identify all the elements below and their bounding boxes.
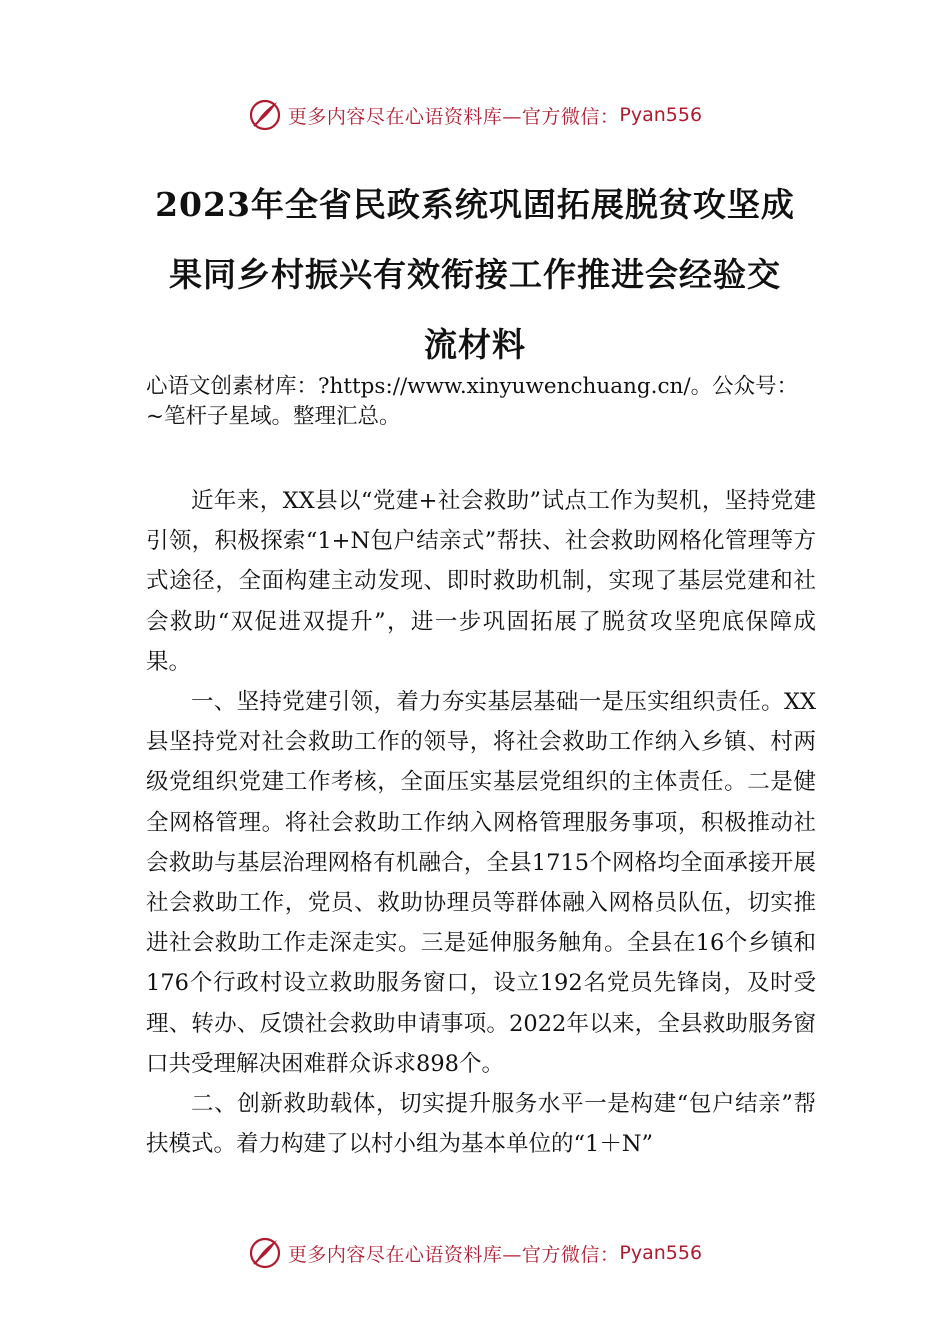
title-line: 2023年全省民政系统巩固拓展脱贫攻坚成 — [155, 185, 795, 224]
quill-pen-circle-icon — [248, 98, 282, 132]
header-watermark-banner — [0, 95, 950, 135]
banner-wechat-id: Pyan556 — [619, 1242, 703, 1264]
body-paragraph: 近年来，XX县以“党建+社会救助”试点工作为契机，坚持党建引领，积极探索“1+N包户结亲式”帮扶、社会救助网格化管理等方式途径，全面构建主动发现、即时救助机制，实现了基层党建和社会救助“双促进双提升”，进一步巩固拓展了脱贫攻坚兜底保障成果。 — [146, 488, 816, 675]
document-title — [90, 170, 860, 380]
title-line: 果同乡村振兴有效衔接工作推进会经验交 — [169, 255, 781, 294]
title-line: 流材料 — [424, 325, 526, 364]
source-line: 心语文创素材库：?https://www.xinyuwenchuang.cn/。公众号： — [146, 374, 799, 399]
banner-wechat-id: Pyan556 — [619, 104, 703, 126]
banner-text: 更多内容尽在心语资料库—官方微信： — [287, 1243, 620, 1266]
source-note — [146, 372, 866, 432]
body-paragraph: 二、创新救助载体，切实提升服务水平一是构建“包户结亲”帮扶模式。着力构建了以村小组为基本单位的“1＋N” — [146, 1091, 816, 1158]
banner-text: 更多内容尽在心语资料库—官方微信： — [287, 105, 620, 128]
body-paragraph: 一、坚持党建引领，着力夯实基层基础一是压实组织责任。XX县坚持党对社会救助工作的领导，将社会救助工作纳入乡镇、村两级党组织党建工作考核，全面压实基层党组织的主体责任。二是健全网格管理。将社会救助工作纳入网格管理服务事项，积极推动社会救助与基层治理网格有机融合，全县1715个网格均全面承接开展社会救助工作，党员、救助协理员等群体融入网格员队伍，切实推进社会救助工作走深走实。三是延伸服务触角。全县在16个乡镇和176个行政村设立救助服务窗口，设立192名党员先锋岗，及时受理、转办、反馈社会救助申请事项。2022年以来，全县救助服务窗口共受理解决困难群众诉求898个。 — [146, 689, 816, 1077]
source-line: ~笔杆子星域。整理汇总。 — [146, 404, 401, 429]
document-body — [146, 481, 816, 1164]
quill-pen-circle-icon — [248, 1236, 282, 1270]
footer-watermark-banner — [0, 1233, 950, 1273]
